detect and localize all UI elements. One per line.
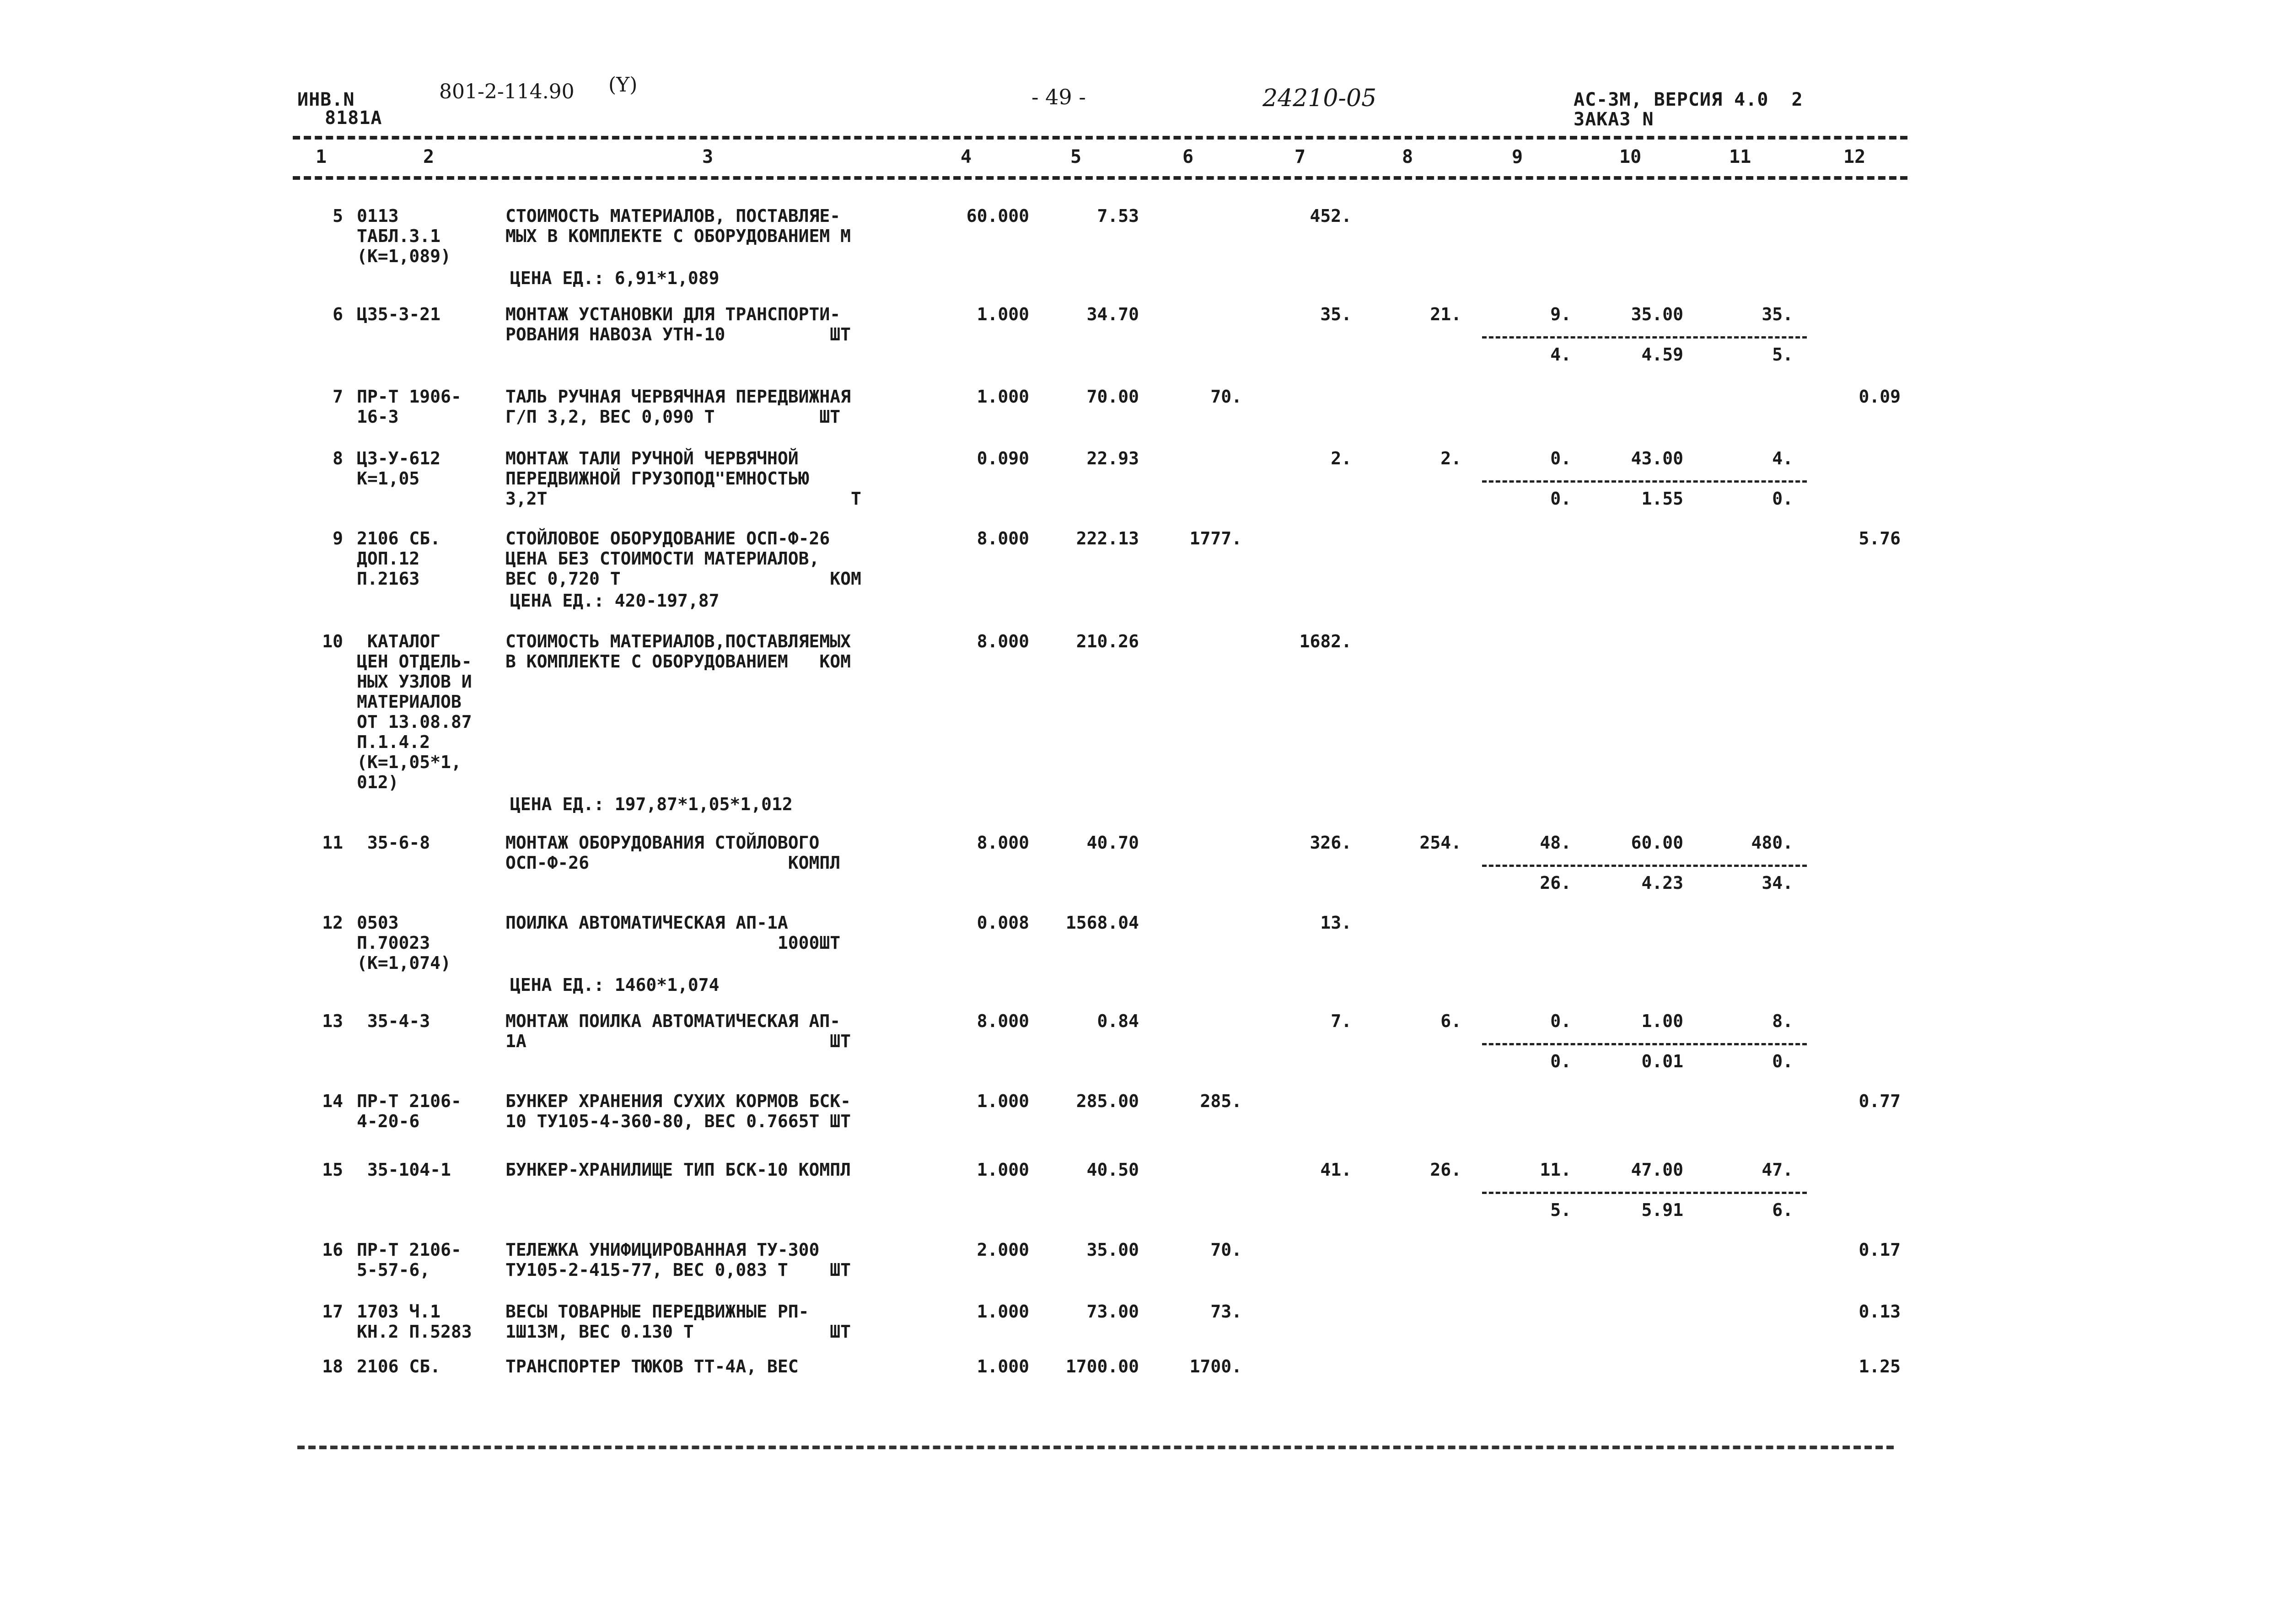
unit-price: 0.84: [1097, 1011, 1139, 1031]
header-rule-bottom: [293, 176, 1907, 180]
weight-total: 5.76: [1859, 528, 1901, 549]
machine-cost: 0.: [1550, 448, 1571, 468]
labor-total-machine: 5.: [1772, 344, 1793, 365]
work-name: ТЕЛЕЖКА УНИФИЦИРОВАННАЯ ТУ-300: [505, 1240, 820, 1260]
total-cost: 35.: [1320, 304, 1352, 324]
unit-price: 7.53: [1097, 206, 1139, 226]
rate-code: 35-104-1: [357, 1160, 451, 1180]
labor-total: 8.: [1772, 1011, 1793, 1031]
work-name: ПОИЛКА АВТОМАТИЧЕСКАЯ АП-1А: [505, 913, 788, 933]
rate-code: Ц3-У-612: [357, 448, 441, 468]
labor-total: 4.: [1772, 448, 1793, 468]
total-cost: 13.: [1320, 913, 1352, 933]
document-code: 801-2-114.90: [439, 80, 575, 103]
column-number: 1: [316, 146, 327, 167]
handwritten-code: 24210-05: [1262, 85, 1377, 112]
labor-rate-machine: 4.23: [1641, 873, 1683, 893]
work-name: СТОИМОСТЬ МАТЕРИАЛОВ, ПОСТАВЛЯЕ-: [505, 206, 841, 226]
column-number: 10: [1619, 146, 1642, 167]
machine-wage: 0.: [1550, 1051, 1571, 1071]
total-cost: 452.: [1310, 206, 1352, 226]
total-cost: 1682.: [1299, 631, 1352, 651]
row-number: 15: [322, 1160, 343, 1180]
rate-code: (К=1,05*1,: [357, 752, 462, 772]
labor-rate: 43.00: [1631, 448, 1683, 468]
rate-code: ПР-Т 1906-: [357, 387, 462, 407]
rate-code: (К=1,089): [357, 246, 451, 266]
subtotal-separator: [1482, 1192, 1807, 1194]
equipment-cost: 70.: [1210, 1240, 1242, 1260]
weight-total: 1.25: [1859, 1356, 1901, 1377]
rate-code: ДОП.12: [357, 549, 420, 569]
total-cost: 326.: [1310, 833, 1352, 853]
rate-code: 16-3: [357, 407, 399, 427]
subtotal-separator: [1482, 336, 1807, 339]
total-cost: 41.: [1320, 1160, 1352, 1180]
wage-fund: 254.: [1419, 833, 1461, 853]
column-number: 7: [1295, 146, 1306, 167]
work-name: МОНТАЖ ПОИЛКА АВТОМАТИЧЕСКАЯ АП-: [505, 1011, 841, 1031]
header-rule-top: [293, 136, 1907, 140]
work-name: 1Ш13М, ВЕС 0.130 Т ШТ: [505, 1322, 851, 1342]
row-number: 7: [333, 387, 343, 407]
rate-code: (К=1,074): [357, 953, 451, 973]
labor-total-machine: 34.: [1762, 873, 1793, 893]
work-name: ВЕС 0,720 Т КОМ: [505, 569, 861, 589]
work-name: ЦЕНА БЕЗ СТОИМОСТИ МАТЕРИАЛОВ,: [505, 549, 820, 569]
row-number: 18: [322, 1356, 343, 1377]
total-cost: 2.: [1331, 448, 1352, 468]
total-cost: 7.: [1331, 1011, 1352, 1031]
unit-price-note: ЦЕНА ЕД.: 1460*1,074: [510, 975, 720, 995]
row-number: 9: [333, 528, 343, 549]
equipment-cost: 285.: [1200, 1091, 1242, 1111]
work-name: СТОИМОСТЬ МАТЕРИАЛОВ,ПОСТАВЛЯЕМЫХ: [505, 631, 851, 651]
subtotal-separator: [1482, 480, 1807, 483]
quantity: 8.000: [977, 1011, 1029, 1031]
unit-price: 1700.00: [1065, 1356, 1139, 1377]
quantity: 0.008: [977, 913, 1029, 933]
page-bottom-rule: [297, 1446, 1894, 1449]
quantity: 1.000: [977, 1301, 1029, 1322]
inventory-number: 8181А: [325, 108, 382, 129]
work-name: ТАЛЬ РУЧНАЯ ЧЕРВЯЧНАЯ ПЕРЕДВИЖНАЯ: [505, 387, 851, 407]
rate-code: ПР-Т 2106-: [357, 1240, 462, 1260]
unit-price: 34.70: [1086, 304, 1139, 324]
labor-rate: 35.00: [1631, 304, 1683, 324]
rate-code: П.70023: [357, 933, 430, 953]
work-name: СТОЙЛОВОЕ ОБОРУДОВАНИЕ ОСП-Ф-26: [505, 528, 830, 549]
rate-code: КАТАЛОГ: [357, 631, 441, 651]
row-number: 16: [322, 1240, 343, 1260]
unit-price: 40.50: [1086, 1160, 1139, 1180]
machine-cost: 11.: [1540, 1160, 1571, 1180]
rate-code: ЦЕН ОТДЕЛЬ-: [357, 651, 472, 672]
work-name: 3,2Т Т: [505, 489, 861, 509]
unit-price-note: ЦЕНА ЕД.: 197,87*1,05*1,012: [510, 794, 793, 814]
labor-rate-machine: 5.91: [1641, 1200, 1683, 1220]
equipment-cost: 70.: [1210, 387, 1242, 407]
unit-price: 70.00: [1086, 387, 1139, 407]
machine-cost: 9.: [1550, 304, 1571, 324]
quantity: 1.000: [977, 1091, 1029, 1111]
unit-price: 285.00: [1076, 1091, 1139, 1111]
labor-rate-machine: 1.55: [1641, 489, 1683, 509]
quantity: 0.090: [977, 448, 1029, 468]
quantity: 8.000: [977, 528, 1029, 549]
rate-code: ПР-Т 2106-: [357, 1091, 462, 1111]
rate-code: МАТЕРИАЛОВ: [357, 692, 462, 712]
unit-price-note: ЦЕНА ЕД.: 420-197,87: [510, 591, 720, 611]
equipment-cost: 1777.: [1189, 528, 1242, 549]
quantity: 1.000: [977, 387, 1029, 407]
work-name: 1А ШТ: [505, 1031, 851, 1051]
row-number: 10: [322, 631, 343, 651]
row-number: 11: [322, 833, 343, 853]
work-name: МОНТАЖ УСТАНОВКИ ДЛЯ ТРАНСПОРТИ-: [505, 304, 841, 324]
labor-rate: 47.00: [1631, 1160, 1683, 1180]
wage-fund: 6.: [1440, 1011, 1461, 1031]
rate-code: П.2163: [357, 569, 420, 589]
quantity: 8.000: [977, 833, 1029, 853]
unit-price: 222.13: [1076, 528, 1139, 549]
rate-code: К=1,05: [357, 468, 420, 489]
weight-total: 0.13: [1859, 1301, 1901, 1322]
machine-cost: 48.: [1540, 833, 1571, 853]
column-number: 2: [423, 146, 435, 167]
page-number: - 49 -: [1031, 85, 1086, 109]
column-number: 3: [702, 146, 714, 167]
quantity: 8.000: [977, 631, 1029, 651]
labor-rate: 1.00: [1641, 1011, 1683, 1031]
rate-code: ТАБЛ.3.1: [357, 226, 441, 246]
row-number: 5: [333, 206, 343, 226]
quantity: 1.000: [977, 304, 1029, 324]
labor-total-machine: 0.: [1772, 1051, 1793, 1071]
rate-code: П.1.4.2: [357, 732, 430, 752]
wage-fund: 2.: [1440, 448, 1461, 468]
work-name: МОНТАЖ ОБОРУДОВАНИЯ СТОЙЛОВОГО: [505, 833, 820, 853]
rate-code: 012): [357, 772, 399, 792]
labor-total: 480.: [1751, 833, 1793, 853]
labor-rate: 60.00: [1631, 833, 1683, 853]
quantity: 60.000: [966, 206, 1029, 226]
unit-price: 40.70: [1086, 833, 1139, 853]
work-name: БУНКЕР-ХРАНИЛИЩЕ ТИП БСК-10 КОМПЛ: [505, 1160, 851, 1180]
unit-price: 210.26: [1076, 631, 1139, 651]
column-number: 8: [1402, 146, 1413, 167]
work-name: ВЕСЫ ТОВАРНЫЕ ПЕРЕДВИЖНЫЕ РП-: [505, 1301, 809, 1322]
inventory-label: ИНВ.N: [297, 89, 355, 110]
row-number: 8: [333, 448, 343, 468]
machine-wage: 0.: [1550, 489, 1571, 509]
work-name: Г/П 3,2, ВЕС 0,090 Т ШТ: [505, 407, 841, 427]
row-number: 14: [322, 1091, 343, 1111]
rate-code: КН.2 П.5283: [357, 1322, 472, 1342]
work-name: БУНКЕР ХРАНЕНИЯ СУХИХ КОРМОВ БСК-: [505, 1091, 851, 1111]
wage-fund: 26.: [1430, 1160, 1461, 1180]
row-number: 6: [333, 304, 343, 324]
rate-code: 5-57-6,: [357, 1260, 430, 1280]
weight-total: 0.77: [1859, 1091, 1901, 1111]
work-name: ТРАНСПОРТЕР ТЮКОВ ТТ-4А, ВЕС: [505, 1356, 799, 1377]
document-part: (Y): [608, 73, 638, 97]
labor-total-machine: 6.: [1772, 1200, 1793, 1220]
rate-code: 0503: [357, 913, 399, 933]
work-name: 10 ТУ105-4-360-80, ВЕС 0.7665Т ШТ: [505, 1111, 851, 1131]
quantity: 1.000: [977, 1160, 1029, 1180]
rate-code: 4-20-6: [357, 1111, 420, 1131]
column-number: 4: [961, 146, 972, 167]
machine-wage: 26.: [1540, 873, 1571, 893]
labor-total-machine: 0.: [1772, 489, 1793, 509]
work-name: МОНТАЖ ТАЛИ РУЧНОЙ ЧЕРВЯЧНОЙ: [505, 448, 799, 468]
unit-price: 73.00: [1086, 1301, 1139, 1322]
rate-code: 35-6-8: [357, 833, 430, 853]
row-number: 17: [322, 1301, 343, 1322]
rate-code: 2106 СБ.: [357, 528, 441, 549]
labor-total: 47.: [1762, 1160, 1793, 1180]
work-name: ТУ105-2-415-77, ВЕС 0,083 Т ШТ: [505, 1260, 851, 1280]
equipment-cost: 1700.: [1189, 1356, 1242, 1377]
weight-total: 0.09: [1859, 387, 1901, 407]
quantity: 2.000: [977, 1240, 1029, 1260]
rate-code: 0113: [357, 206, 399, 226]
subtotal-separator: [1482, 1043, 1807, 1045]
column-number: 9: [1512, 146, 1523, 167]
rate-code: 1703 Ч.1: [357, 1301, 441, 1322]
labor-total: 35.: [1762, 304, 1793, 324]
rate-code: 2106 СБ.: [357, 1356, 441, 1377]
work-name: ПЕРЕДВИЖНОЙ ГРУЗОПОД"ЕМНОСТЬЮ: [505, 468, 809, 489]
wage-fund: 21.: [1430, 304, 1461, 324]
column-number: 12: [1843, 146, 1866, 167]
labor-rate-machine: 0.01: [1641, 1051, 1683, 1071]
column-number: 5: [1070, 146, 1082, 167]
unit-price-note: ЦЕНА ЕД.: 6,91*1,089: [510, 268, 720, 288]
rate-code: 35-4-3: [357, 1011, 430, 1031]
unit-price: 35.00: [1086, 1240, 1139, 1260]
program-version: АС-3М, ВЕРСИЯ 4.0 2: [1574, 89, 1803, 110]
work-name: ОСП-Ф-26 КОМПЛ: [505, 853, 841, 873]
machine-wage: 4.: [1550, 344, 1571, 365]
work-name: В КОМПЛЕКТЕ С ОБОРУДОВАНИЕМ КОМ: [505, 651, 851, 672]
labor-rate-machine: 4.59: [1641, 344, 1683, 365]
equipment-cost: 73.: [1210, 1301, 1242, 1322]
column-number: 11: [1729, 146, 1751, 167]
machine-wage: 5.: [1550, 1200, 1571, 1220]
rate-code: Ц35-3-21: [357, 304, 441, 324]
rate-code: ОТ 13.08.87: [357, 712, 472, 732]
quantity: 1.000: [977, 1356, 1029, 1377]
column-number: 6: [1182, 146, 1194, 167]
unit-price: 1568.04: [1065, 913, 1139, 933]
subtotal-separator: [1482, 865, 1807, 867]
row-number: 12: [322, 913, 343, 933]
machine-cost: 0.: [1550, 1011, 1571, 1031]
work-name: 1000ШТ: [505, 933, 841, 953]
weight-total: 0.17: [1859, 1240, 1901, 1260]
work-name: МЫХ В КОМПЛЕКТЕ С ОБОРУДОВАНИЕМ М: [505, 226, 851, 246]
rate-code: НЫХ УЗЛОВ И: [357, 672, 472, 692]
work-name: РОВАНИЯ НАВОЗА УТН-10 ШТ: [505, 324, 851, 344]
unit-price: 22.93: [1086, 448, 1139, 468]
order-number: ЗАКАЗ N: [1574, 109, 1654, 130]
row-number: 13: [322, 1011, 343, 1031]
